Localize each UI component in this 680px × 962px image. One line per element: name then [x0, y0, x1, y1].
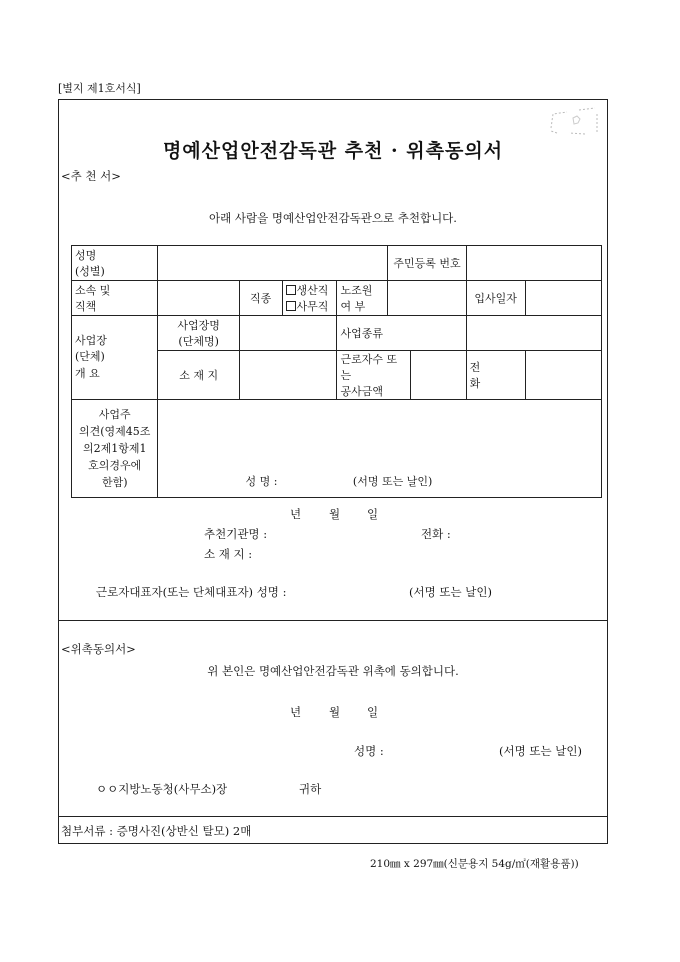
consent-date-month: 월 [329, 705, 341, 719]
name-label: 성명 (성별) [72, 246, 158, 281]
form-number-label: [별지 제1호서식] [58, 82, 141, 95]
representative-sign-hint: (서명 또는 날인) [409, 585, 492, 599]
affiliation-value[interactable] [158, 281, 239, 316]
consent-section-label: <위촉동의서> [61, 642, 136, 656]
seal-stamp-mark [545, 104, 601, 136]
nominee-info-table [71, 245, 602, 498]
document-title: 명예산업안전감독관 추천 · 위촉동의서 [162, 140, 504, 162]
workers-value[interactable] [410, 351, 466, 400]
phone-value[interactable] [525, 351, 601, 400]
job-type-label: 직종 [239, 281, 282, 316]
job-option-office[interactable]: 사무직 [286, 298, 334, 314]
join-date-value[interactable] [525, 281, 601, 316]
checkbox-icon [286, 285, 296, 295]
address-label: 소 재 지 [158, 351, 239, 400]
affiliation-label: 소속 및 직책 [72, 281, 158, 316]
business-type-label: 사업종류 [337, 316, 466, 351]
recommend-date-month: 월 [329, 507, 341, 521]
org-phone-label: 전화 : [421, 527, 451, 541]
recommend-date-day: 일 [367, 507, 379, 521]
employer-opinion-value[interactable] [158, 400, 602, 498]
addressee-honorific: 귀하 [299, 782, 322, 796]
union-label: 노조원 여 부 [337, 281, 388, 316]
workplace-label: 사업장 (단체) 개 요 [72, 316, 158, 400]
employer-opinion-label: 사업주 의견(영제45조 의2제1항제1 호의경우에 한함) [72, 400, 158, 498]
address-value[interactable] [239, 351, 337, 400]
representative-label: 근로자대표자(또는 단체대표자) 성명 : [96, 585, 287, 599]
consent-date-year: 년 [290, 705, 302, 719]
consent-statement: 위 본인은 명예산업안전감독관 위촉에 동의합니다. [207, 664, 459, 678]
phone-label: 전 화 [466, 351, 525, 400]
employer-signature-hint: (서명 또는 날인) [352, 475, 433, 488]
business-name-label: 사업장명 (단체명) [158, 316, 239, 351]
recommend-date-year: 년 [290, 507, 302, 521]
addressee: ㅇㅇ지방노동청(사무소)장 [96, 782, 228, 796]
name-value[interactable] [158, 246, 388, 281]
workers-label: 근로자수 또는 공사금액 [337, 351, 410, 400]
paper-spec: 210㎜ x 297㎜(신문용지 54g/㎡(재활용품)) [370, 858, 579, 870]
checkbox-icon [286, 301, 296, 311]
attachment-divider [59, 816, 607, 817]
business-type-value[interactable] [466, 316, 601, 351]
attachment-note: 첨부서류 : 증명사진(상반신 탈모) 2매 [61, 824, 252, 838]
job-type-options [282, 281, 337, 316]
business-name-value[interactable] [239, 316, 337, 351]
consent-name-label: 성명 : [354, 744, 384, 758]
org-address-label: 소 재 지 : [204, 547, 253, 561]
union-value[interactable] [388, 281, 466, 316]
consent-sign-hint: (서명 또는 날인) [499, 744, 582, 758]
section-divider [59, 620, 607, 621]
join-date-label: 입사일자 [466, 281, 525, 316]
recommendation-intro: 아래 사람을 명예산업안전감독관으로 추천합니다. [209, 211, 457, 225]
resident-id-value[interactable] [466, 246, 601, 281]
org-name-label: 추천기관명 : [204, 527, 268, 541]
employer-signature-label: 성 명 : [245, 475, 278, 488]
resident-id-label: 주민등록 번호 [388, 246, 466, 281]
consent-date-day: 일 [367, 705, 379, 719]
job-option-production[interactable]: 생산직 [286, 282, 334, 298]
recommendation-section-label: <추 천 서> [61, 169, 121, 183]
form-frame [58, 99, 608, 844]
